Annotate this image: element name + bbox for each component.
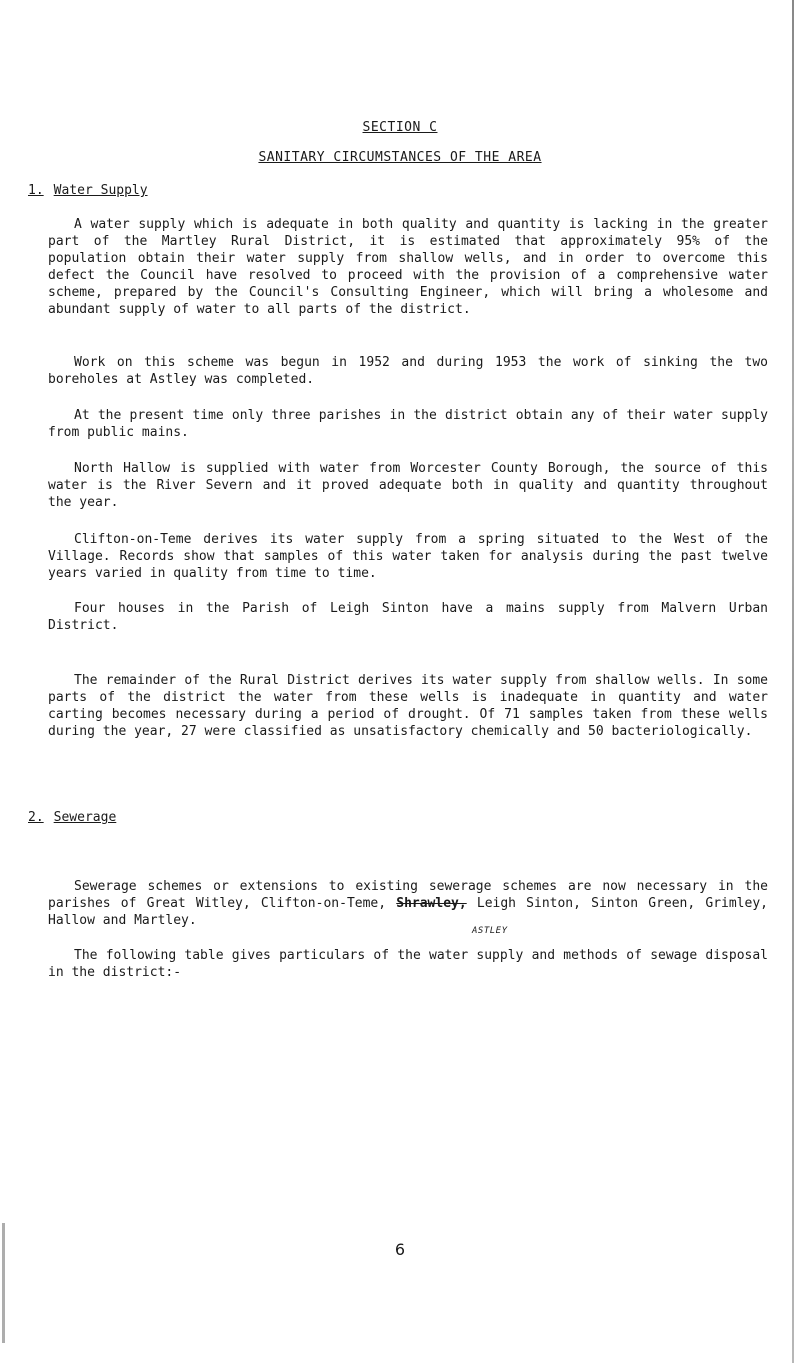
water-paragraph-5-text: Clifton-on-Teme derives its water supply from a spring situated to the West of the Village. Records show that samples of this water taken for analysis during the past twelve years varied in quality from time to time.: [48, 532, 768, 581]
water-paragraph-3: [48, 407, 768, 441]
water-paragraph-2-text: Work on this scheme was begun in 1952 and during 1953 the work of sinking the two boreholes at Astley was completed.: [48, 355, 768, 387]
water-paragraph-2: [48, 354, 768, 388]
document-subtitle: SANITARY CIRCUMSTANCES OF THE AREA: [258, 150, 542, 165]
water-paragraph-3-text: At the present time only three parishes in the district obtain any of their water supply from public mains.: [48, 408, 768, 440]
water-paragraph-7-text: The remainder of the Rural District derives its water supply from shallow wells. In some parts of the district the water from these wells is inadequate in quantity and water carting becomes necessary during a period of drought. Of 71 samples taken from these wells during the year, 27 were classified as unsatisfactory chemically and 50 bacteriologically.: [48, 673, 768, 739]
water-paragraph-6-text: Four houses in the Parish of Leigh Sinton have a mains supply from Malvern Urban District.: [48, 601, 768, 633]
water-paragraph-1-text: A water supply which is adequate in both quality and quantity is lacking in the greater part of the Martley Rural District, it is estimated that approximately 95% of the population obtain their water supply from shallow wells, and in order to overcome this defect the Council have resolved to proceed with the provision of a comprehensive water scheme, prepared by the Council's Consulting Engineer, which will bring a wholesome and abundant supply of water to all parts of the district.: [48, 217, 768, 317]
handwritten-insert: ASTLEY: [472, 926, 508, 936]
water-paragraph-7: [48, 672, 768, 740]
sewerage-heading-text: Sewerage: [53, 810, 117, 825]
water-supply-heading: [28, 183, 148, 198]
sewerage-paragraph-1: [48, 878, 768, 929]
section-title: SECTION C: [362, 120, 438, 135]
struck-parish-name: Shrawley,: [396, 896, 467, 911]
water-paragraph-4-text: North Hallow is supplied with water from Worcester County Borough, the source of this water is the River Severn and it proved adequate both in quality and quantity throughout the year.: [48, 461, 768, 510]
water-paragraph-5: [48, 531, 768, 582]
sewerage-section-number: 2.: [28, 810, 44, 825]
sewerage-paragraph-2-text: The following table gives particulars of the water supply and methods of sewage disposal in the district:-: [48, 948, 768, 980]
water-heading-text: Water Supply: [53, 183, 148, 198]
water-paragraph-4: [48, 460, 768, 511]
sewerage-heading: [28, 810, 116, 825]
sewerage-paragraph-2: [48, 947, 768, 981]
water-paragraph-6: [48, 600, 768, 634]
page-edge-shadow: [792, 0, 794, 1363]
page-number: 6: [394, 1240, 406, 1259]
water-section-number: 1.: [28, 183, 44, 198]
water-paragraph-1: [48, 216, 768, 318]
sewerage-paragraph-1-rest: Leigh Sinton, Sinton Green, Grimley, Hallow and Martley.: [48, 896, 768, 928]
sewerage-paragraph-1-text: Sewerage schemes or extensions to existing sewerage schemes are now necessary in the parishes of Great Witley, Clifton-on-Teme,: [48, 879, 768, 911]
